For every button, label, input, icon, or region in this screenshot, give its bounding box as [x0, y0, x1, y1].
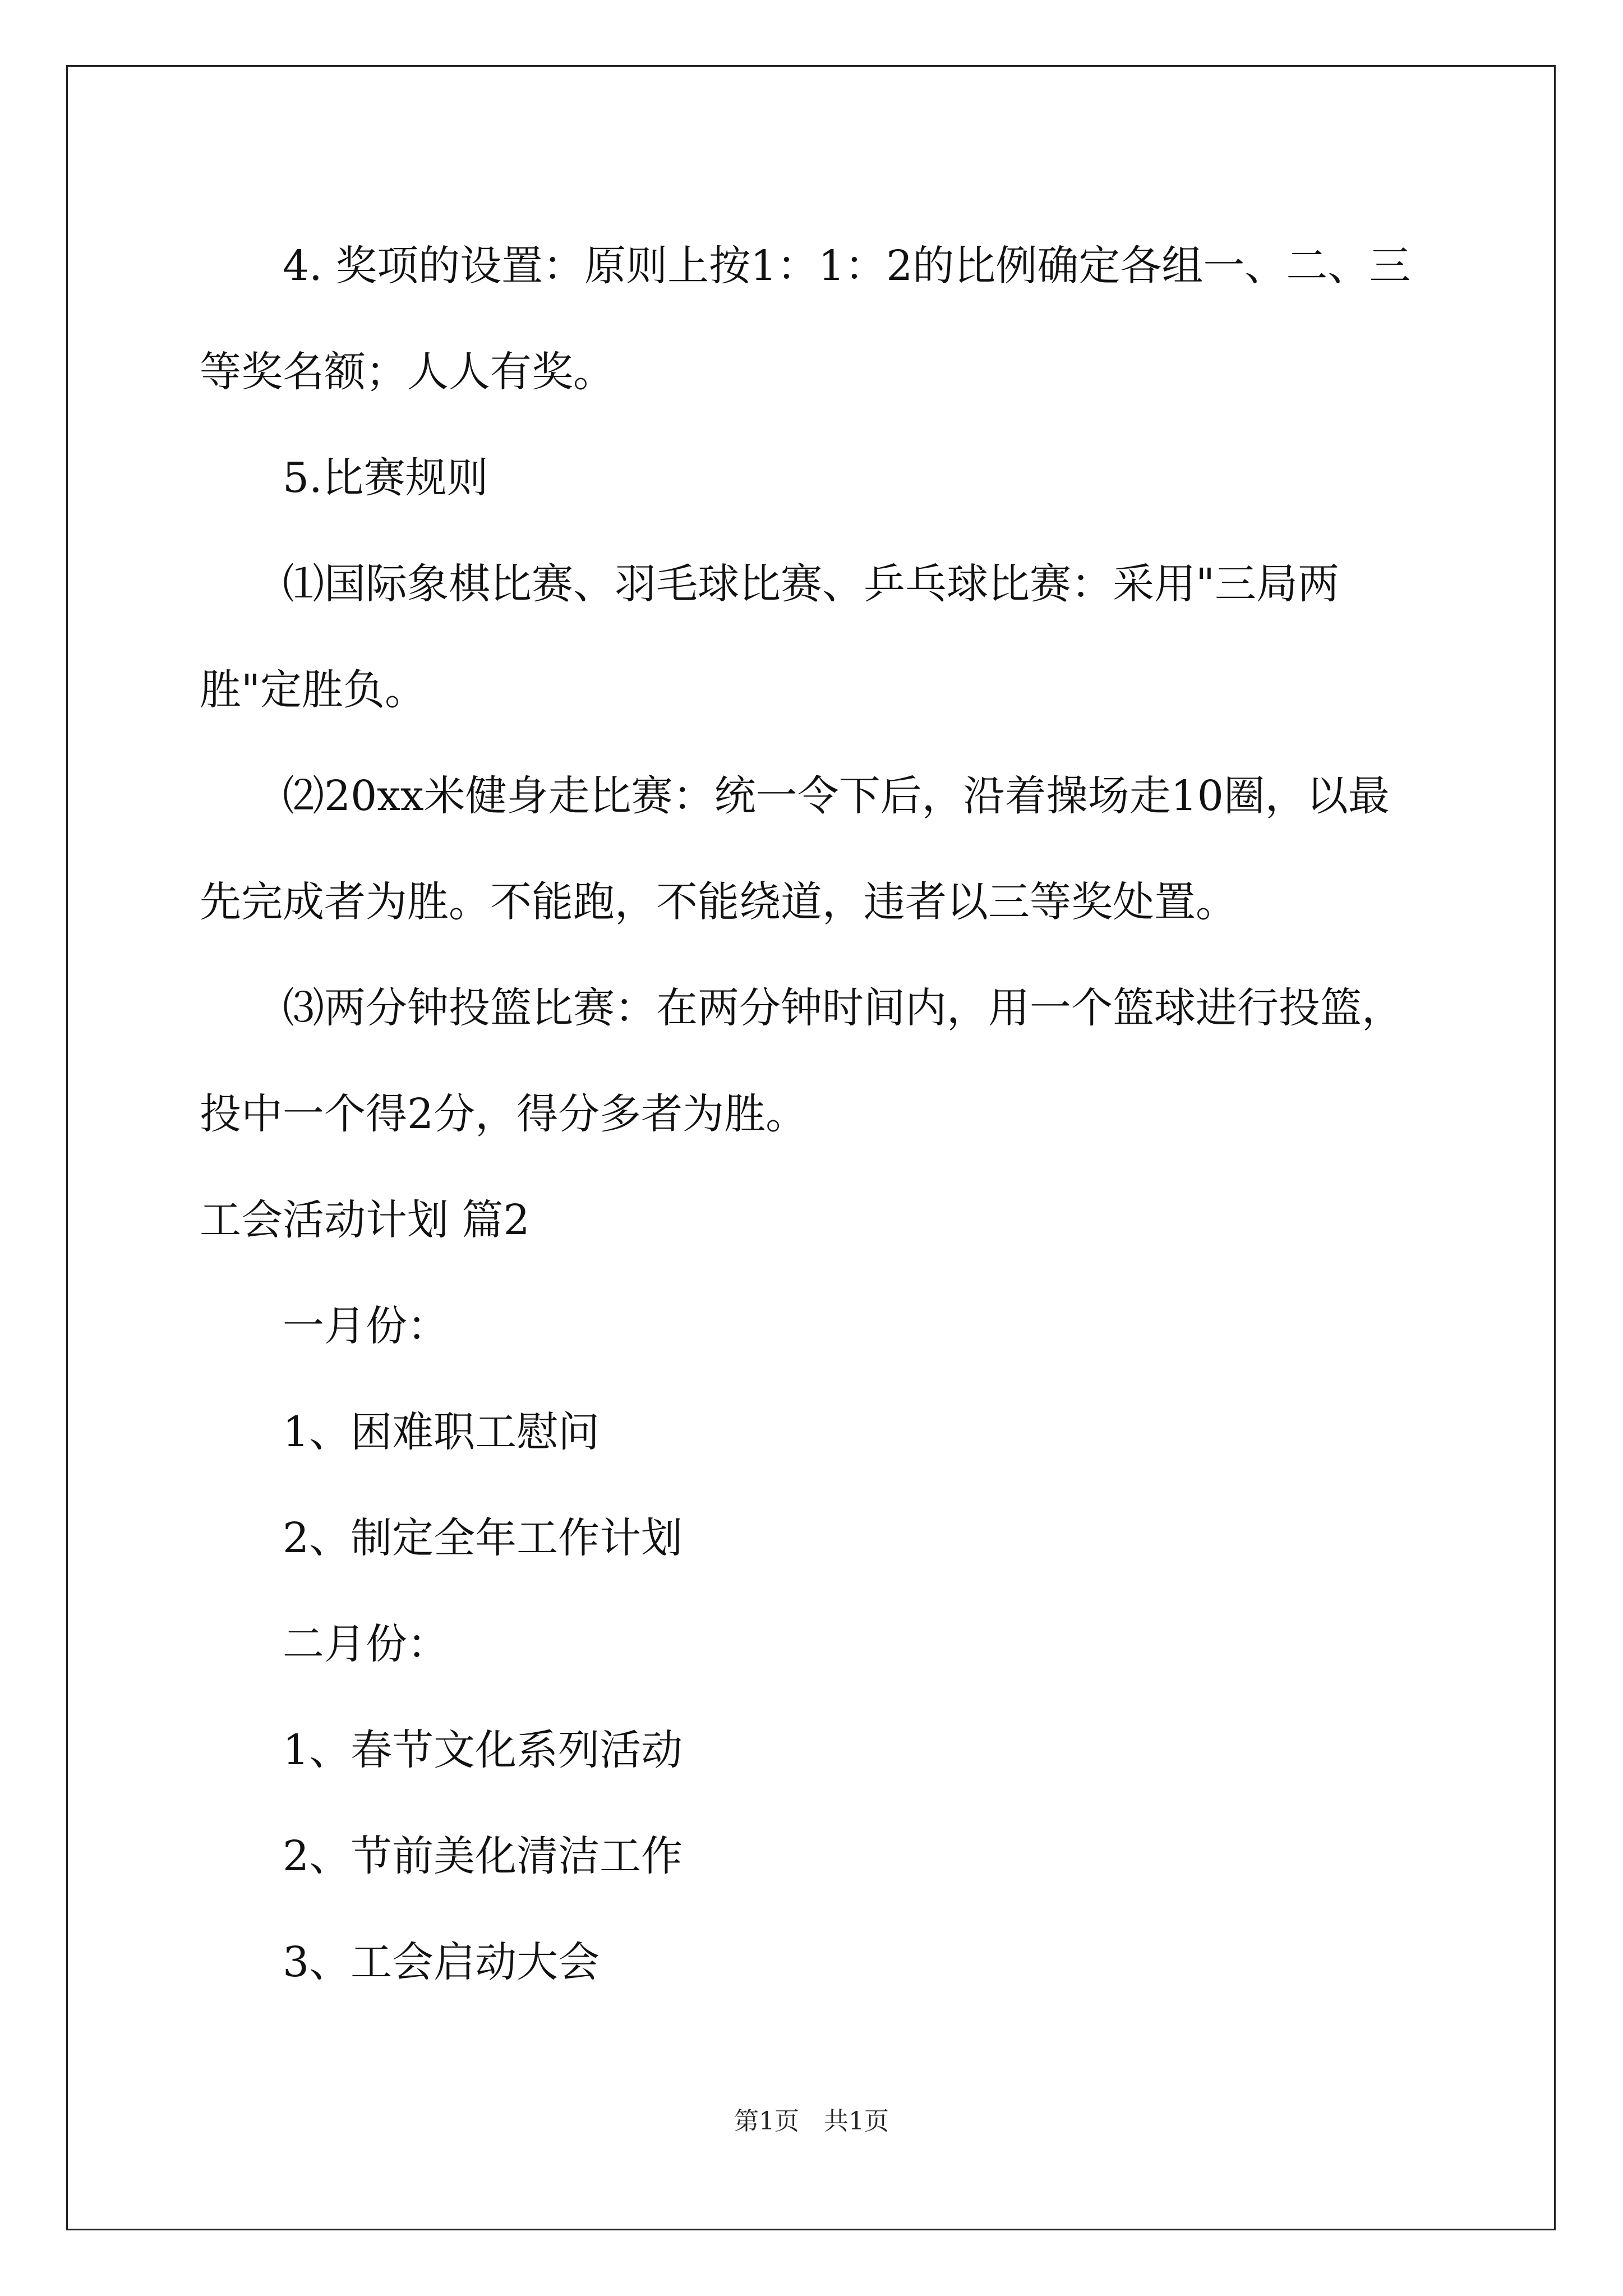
- paragraph-rule-walking: ⑵20xx米健身走比赛：统一令下后，沿着操场走10圈，以最先完成者为胜。不能跑，不能绕道，违者以三等奖处置。: [200, 772, 1390, 926]
- page-total: 共1页: [824, 2107, 889, 2136]
- list-item: 1、困难职工慰问: [283, 1408, 600, 1456]
- paragraph-rule-basketball: ⑶两分钟投篮比赛：在两分钟时间内，用一个篮球进行投篮，投中一个得2分，得分多者为胜。: [200, 984, 1403, 1138]
- month-heading-january: 一月份：: [283, 1302, 449, 1350]
- page-number: 第1页: [734, 2107, 799, 2136]
- list-item: 1、春节文化系列活动: [283, 1726, 683, 1774]
- list-item: 2、制定全年工作计划: [283, 1514, 683, 1562]
- paragraph-rules-heading: 5.比赛规则: [283, 454, 488, 502]
- paragraph-award-settings: 4. 奖项的设置：原则上按1：1：2的比例确定各组一、二、三等奖名额；人人有奖。: [200, 242, 1411, 396]
- month-heading-february: 二月份：: [283, 1620, 449, 1668]
- paragraph-rule-chess-badminton-pingpong: ⑴国际象棋比赛、羽毛球比赛、乒乓球比赛：采用"三局两胜"定胜负。: [200, 560, 1340, 714]
- document-body: [200, 213, 1422, 2016]
- list-item: 2、节前美化清洁工作: [283, 1832, 683, 1880]
- list-item: 3、工会启动大会: [283, 1938, 600, 1986]
- section-title: 工会活动计划 篇2: [200, 1196, 530, 1244]
- page-footer: [0, 2105, 1623, 2138]
